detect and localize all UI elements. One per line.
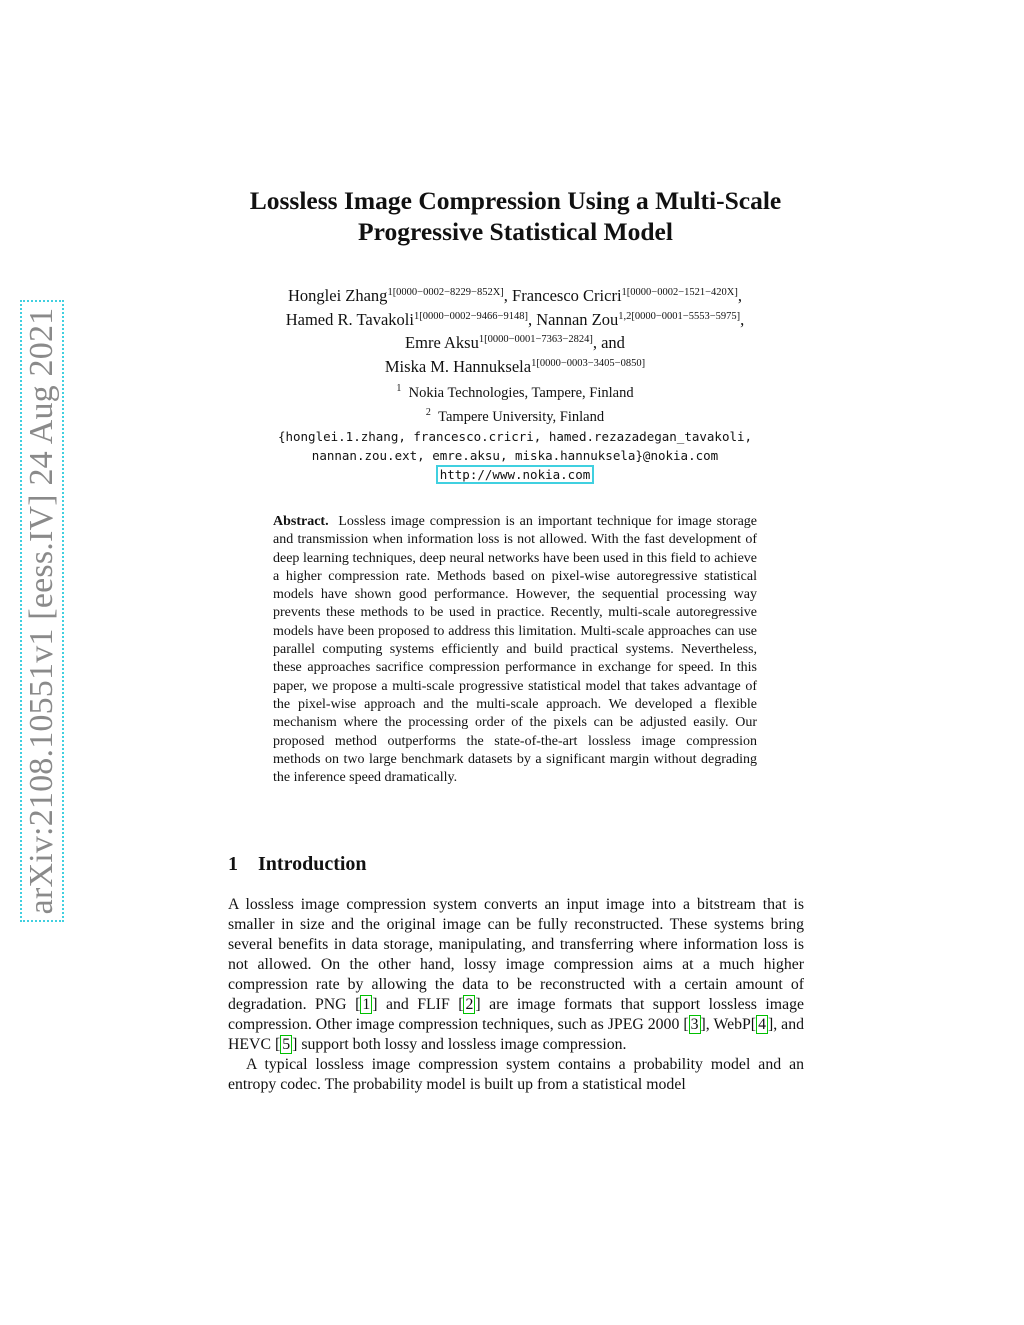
citation-number[interactable]: 3 xyxy=(690,1016,699,1033)
email-line-2: nannan.zou.ext, emre.aksu, miska.hannuksela}@nokia.com xyxy=(311,447,719,463)
citation-link[interactable]: [ 3 ] xyxy=(683,1016,706,1033)
author-conjunction: , and xyxy=(592,333,625,352)
paragraph xyxy=(228,895,804,1055)
affiliation-text: Tampere University, Finland xyxy=(438,408,605,425)
section-heading xyxy=(228,853,367,876)
paragraph-text: A lossless image compression system converts an input image into a bitstream that is smaller in size and the original image can be fully reconstructed. These systems bring several benefits in data storage, manipulating, and transferring where information loss is not allowed. On the other hand, lossy image compression aims at a much higher compression rate by allowing the data to be reconstructed with a certain amount of degradation. PNG xyxy=(228,896,804,1013)
citation-link[interactable]: [ 5 ] xyxy=(274,1036,298,1053)
author-line-4 xyxy=(200,354,830,378)
author-orcid[interactable]: 1,2[0000−0001−5553−5975] xyxy=(618,310,741,322)
author-orcid[interactable]: 1[0000−0002−8229−852X] xyxy=(387,287,504,298)
paragraph-text: support both lossy and lossless image compression. xyxy=(297,1036,627,1053)
paragraph-text: are image formats that support lossless image compression. Other image compression techniques, such as JPEG 2000 xyxy=(228,996,805,1033)
citation-number[interactable]: 4 xyxy=(758,1016,766,1033)
author-name: Emre Aksu xyxy=(405,333,479,352)
author-name: Hamed R. Tavakoli xyxy=(285,309,414,329)
abstract-label: Abstract. xyxy=(273,514,329,529)
paragraph-text: , WebP xyxy=(705,1016,751,1033)
author-list xyxy=(200,283,830,377)
author-line-3 xyxy=(200,330,830,354)
paper-title xyxy=(228,185,803,247)
author-line-2: Hamed R. Tavakoli$^{1[0000-0002-9466-9148]}$, Nannan Zou$^{1,2[0000-0001-5553-5975]}$, xyxy=(285,309,745,329)
affiliation-1 xyxy=(200,379,830,403)
citation-link[interactable]: [ 1 ] xyxy=(355,996,378,1013)
arxiv-identifier: arXiv:2108.10551v1 [eess.IV] 24 Aug 2021 xyxy=(23,307,60,915)
author-name: Francesco Cricri xyxy=(512,286,622,305)
author-orcid[interactable]: 1[0000−0001−7363−2824] xyxy=(478,334,593,345)
affiliation-number: 1 xyxy=(396,383,402,394)
affiliation-2 xyxy=(200,403,830,427)
email-line-1: {honglei.1.zhang, francesco.cricri, hamed.rezazadegan_tavakoli, xyxy=(277,428,753,444)
paragraph-text: , and HEVC xyxy=(228,1016,804,1053)
author-line-1: Honglei Zhang$^{1[0000-0002-8229-852X]}$, Francesco Cricri$^{1[0000-0002-1521-420X]}$, xyxy=(288,286,742,305)
introduction-body xyxy=(228,895,804,1095)
title-line-1: Lossless Image Compression Using a Multi-Scale xyxy=(249,186,782,215)
section-title: Introduction xyxy=(258,853,367,875)
affiliation-text: Nokia Technologies, Tampere, Finland xyxy=(408,384,634,401)
citation-number[interactable]: 2 xyxy=(465,996,474,1013)
affiliations xyxy=(200,379,830,485)
author-name: Honglei Zhang xyxy=(288,286,388,305)
citation-link[interactable]: [ 4 ] xyxy=(750,1016,774,1033)
author-orcid[interactable]: 1[0000−0003−3405−0850] xyxy=(531,357,646,369)
author-orcid[interactable]: 1[0000−0002−1521−420X] xyxy=(621,287,738,298)
section-number: 1 xyxy=(228,853,238,875)
author-name: Nannan Zou xyxy=(536,309,619,329)
title-line-2: Progressive Statistical Model xyxy=(358,217,673,246)
arxiv-side-stamp[interactable] xyxy=(20,300,64,922)
paragraph-text: and FLIF xyxy=(377,996,459,1013)
author-name: Miska M. Hannuksela xyxy=(384,356,532,376)
abstract xyxy=(273,513,757,787)
affiliation-number: 2 xyxy=(425,406,431,418)
abstract-text: Lossless image compression is an important technique for image storage and transmission when information loss is not allowed. With the fast development of deep learning techniques, deep neural networks have been used in this field to achieve a higher compression rate. Methods based on pixel-wise autoregressive statistical models have shown good performance. However, the sequential processing way prevents these methods to be used in practice. Recently, multi-scale autoregressive models have been proposed to address this limitation. Multi-scale approaches can use parallel computing systems efficiently and build practical systems. Nevertheless, these approaches sacrifice compression performance in exchange for speed. In this paper, we propose a multi-scale progressive statistical model that takes advantage of the pixel-wise approach and the multi-scale approach. We developed a flexible mechanism where the processing order of the pixels can be adjusted easily. Our proposed method outperforms the state-of-the-art lossless image compression methods on two large benchmark datasets by a significant margin without degrading the inference speed dramatically. xyxy=(273,514,757,786)
author-orcid[interactable]: 1[0000−0002−9466−9148] xyxy=(413,310,528,322)
citation-number[interactable]: 1 xyxy=(362,996,371,1013)
paragraph: A typical lossless image compression system contains a probability model and an entropy codec. The probability model is built up from a statistical model xyxy=(228,1056,804,1093)
citation-link[interactable]: [ 2 ] xyxy=(458,996,481,1013)
citation-number[interactable]: 5 xyxy=(282,1036,291,1053)
website-link[interactable]: http://www.nokia.com xyxy=(436,465,595,484)
